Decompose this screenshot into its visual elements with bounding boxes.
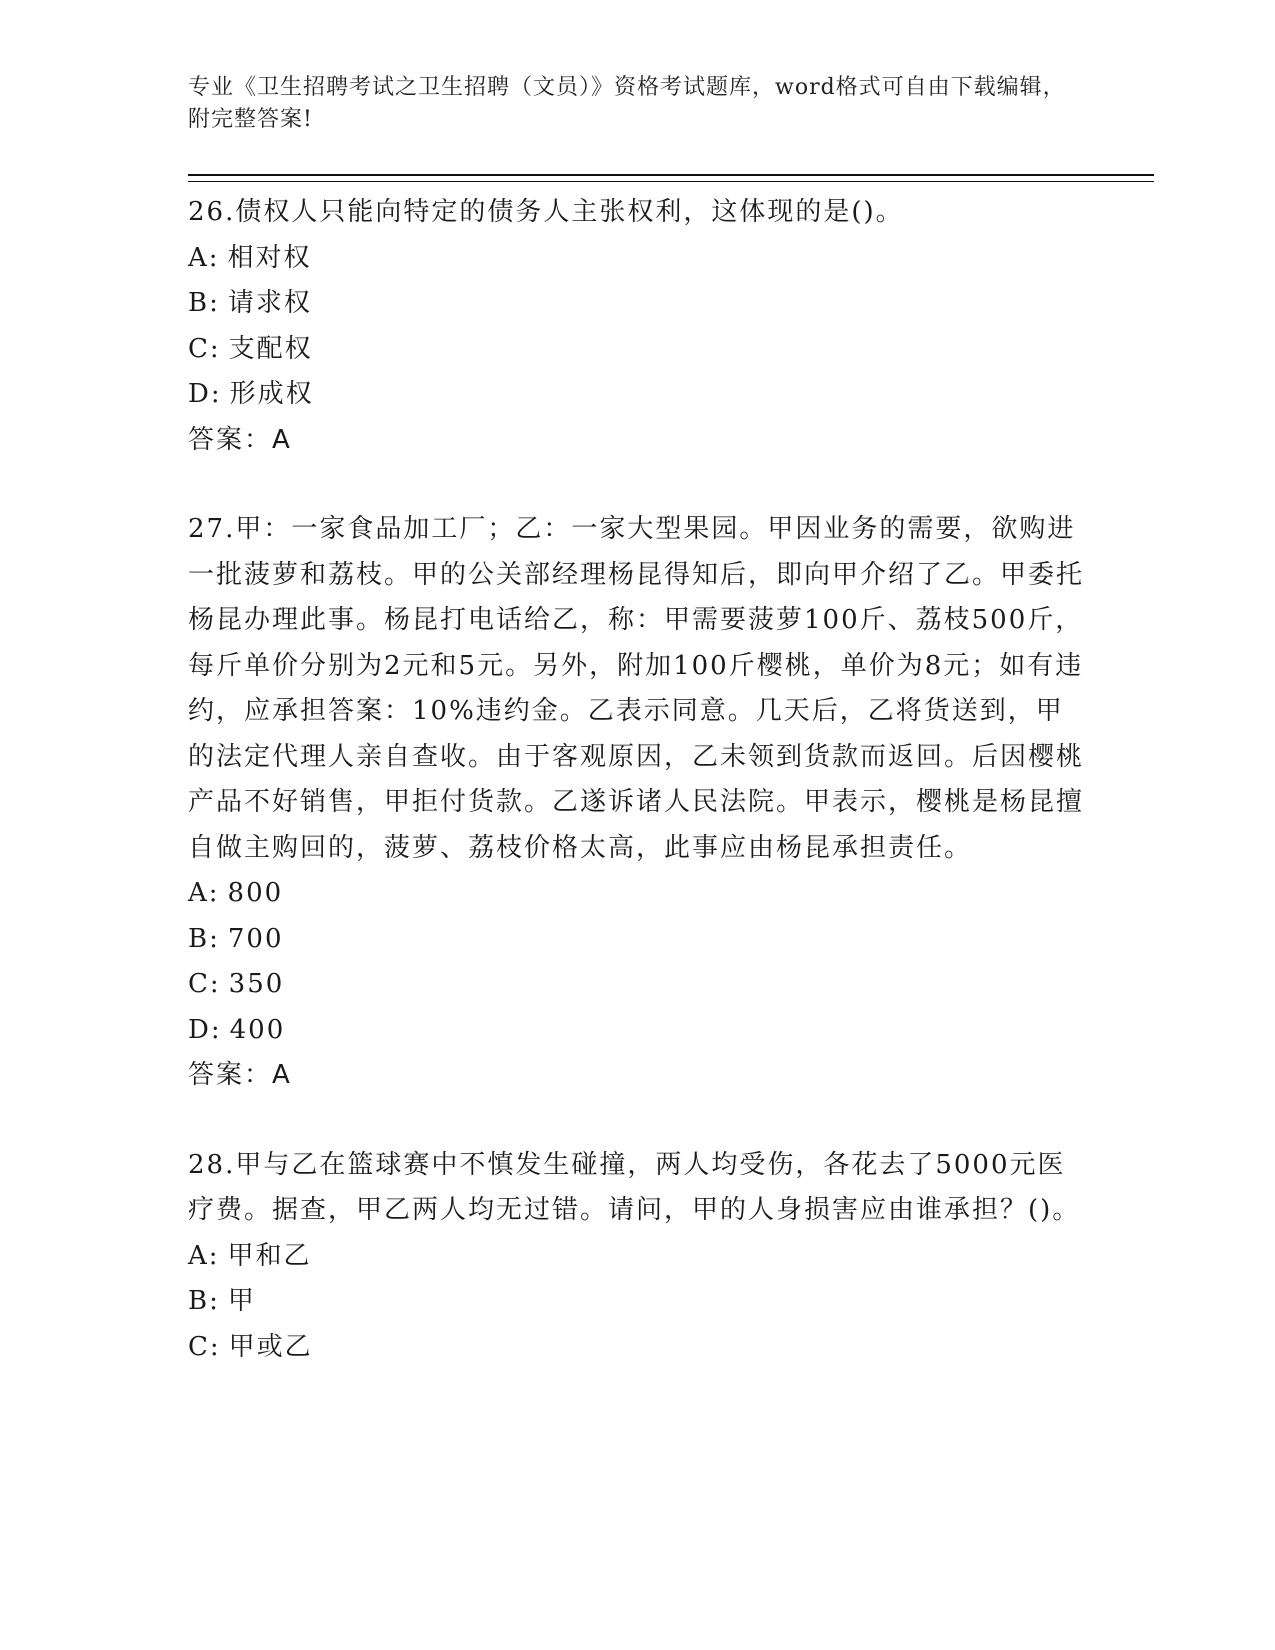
header-text: 专业《卫生招聘考试之卫生招聘（文员）》资格考试题库，word格式可自由下载编辑，附完整答案! xyxy=(188,75,1066,132)
option-label: A: xyxy=(188,242,220,273)
option-label: B: xyxy=(188,288,220,318)
option-text: 甲或乙 xyxy=(228,1331,313,1362)
option-text: 700 xyxy=(227,923,284,954)
option-text: 形成权 xyxy=(229,379,314,409)
option-b xyxy=(188,1279,1088,1325)
option-a xyxy=(188,871,1088,917)
header-rule-thin xyxy=(188,181,1154,182)
option-label: D: xyxy=(188,379,222,409)
option-b xyxy=(188,281,1088,327)
option-label: A: xyxy=(188,1240,220,1271)
option-text: 支配权 xyxy=(228,333,313,364)
option-d xyxy=(188,1008,1088,1054)
answer-line: 答案：A xyxy=(188,424,292,455)
option-label: D: xyxy=(188,1014,222,1045)
answer-line: 答案：A xyxy=(188,1060,292,1090)
option-label: B: xyxy=(188,1286,220,1316)
option-text: 400 xyxy=(229,1014,286,1045)
option-label: C: xyxy=(188,1331,221,1362)
question-stem: 28.甲与乙在篮球赛中不慎发生碰撞，两人均受伤，各花去了5000元医疗费。据查，甲乙两人均无过错。请问，甲的人身损害应由谁承担？()。 xyxy=(188,1149,1081,1225)
question-list xyxy=(188,190,1088,1370)
option-a xyxy=(188,236,1088,282)
header-rule-thick xyxy=(188,174,1154,176)
option-text: 800 xyxy=(227,878,284,908)
question-stem: 27.甲：一家食品加工厂；乙：一家大型果园。甲因业务的需要，欲购进一批菠萝和荔枝。甲的公关部经理杨昆得知后，即向甲介绍了乙。甲委托杨昆办理此事。杨昆打电话给乙，称：甲需要菠萝100斤、荔枝500斤，每斤单价分别为2元和5元。另外，附加100斤樱桃，单价为8元；如有违约，应承担答案：10%违约金。乙表示同意。几天后，乙将货送到，甲的法定代理人亲自查收。由于客观原因，乙未领到货款而返回。后因樱桃产品不好销售，甲拒付货款。乙遂诉诸人民法院。甲表示，樱桃是杨昆擅自做主购回的，菠萝、荔枝价格太高，此事应由杨昆承担责任。 xyxy=(188,514,1085,863)
question-stem: 26.债权人只能向特定的债务人主张权利，这体现的是()。 xyxy=(188,197,904,227)
option-label: A: xyxy=(188,878,220,908)
option-b xyxy=(188,917,1088,963)
option-label: C: xyxy=(188,333,221,364)
option-text: 350 xyxy=(228,969,285,999)
question-28 xyxy=(188,1143,1088,1371)
option-label: C: xyxy=(188,969,221,999)
document-header xyxy=(188,72,1068,136)
option-c xyxy=(188,327,1088,373)
option-text: 甲 xyxy=(227,1286,256,1316)
option-text: 相对权 xyxy=(227,242,312,273)
option-d xyxy=(188,372,1088,418)
option-a xyxy=(188,1234,1088,1280)
option-text: 请求权 xyxy=(227,288,312,318)
option-text: 甲和乙 xyxy=(227,1240,312,1271)
question-27 xyxy=(188,507,1088,1099)
option-label: B: xyxy=(188,923,220,954)
question-26 xyxy=(188,190,1088,463)
option-c xyxy=(188,1325,1088,1371)
option-c xyxy=(188,962,1088,1008)
